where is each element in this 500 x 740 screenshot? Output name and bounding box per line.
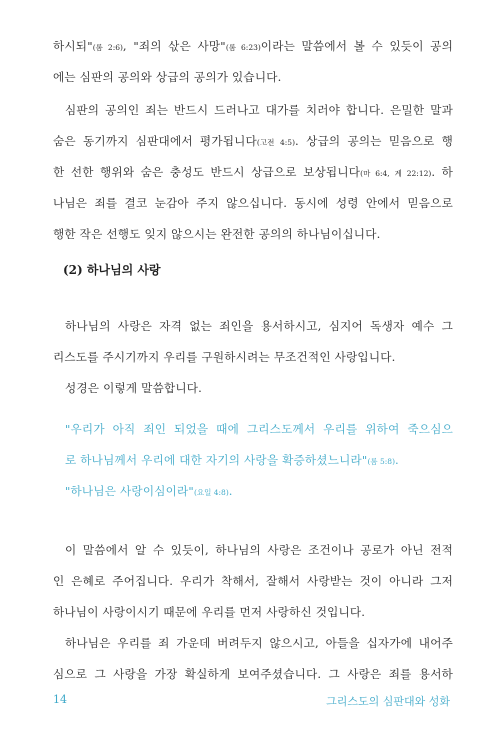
scripture-quote-line: "우리가 아직 죄인 되었을 때에 그리스도께서 우리를 위하여 죽으심으 (65, 422, 453, 436)
text-line: 인 은혜로 주어집니다. 우리가 착해서, 잘해서 사랑받는 것이 아니라 그저 (53, 574, 453, 588)
text-line: 한 선한 행위와 숨은 충성도 반드시 상급으로 보상됩니다(마 6:4, 계 22:12). 하 (53, 165, 454, 179)
running-title: 그리스도의 심판대와 성화 (326, 695, 450, 708)
section-heading: (2) 하나님의 사랑 (63, 263, 161, 277)
text-line: 심으로 그 사랑을 가장 확실하게 보여주셨습니다. 그 사랑은 죄를 용서하 (53, 667, 453, 681)
scripture-reference: (롬 6:23) (225, 43, 261, 52)
page-number: 14 (53, 693, 67, 706)
text-line: 하나님은 우리를 죄 가운데 버려두지 않으시고, 아들을 십자가에 내어주 (65, 636, 453, 650)
scripture-reference: (요일 4:8) (193, 488, 229, 497)
scripture-reference: (롬 2:6) (92, 43, 123, 52)
text-line: 에는 심판의 공의와 상급의 공의가 있습니다. (53, 70, 282, 84)
text-line: 성경은 이렇게 말씀합니다. (65, 381, 203, 395)
text-line: 하나님의 사랑은 자격 없는 죄인을 용서하시고, 심지어 독생자 예수 그 (65, 319, 453, 333)
scripture-reference: (마 6:4, 계 22:12) (360, 169, 432, 178)
text-line: 리스도를 주시기까지 우리를 구원하시려는 무조건적인 사랑입니다. (53, 350, 396, 364)
text-line: 심판의 공의인 죄는 반드시 드러나고 대가를 치러야 합니다. 은밀한 말과 (65, 103, 453, 117)
scripture-quote-line: 로 하나님께서 우리에 대한 자기의 사랑을 확증하셨느니라"(롬 5:8). (65, 453, 399, 467)
text-line: 행한 작은 선행도 잊지 않으시는 완전한 공의의 하나님이십니다. (53, 227, 381, 241)
text-line: 숨은 동기까지 심판대에서 평가됩니다(고전 4:5). 상급의 공의는 믿음으로 행 (53, 134, 453, 148)
scripture-quote-line: "하나님은 사랑이심이라"(요일 4:8). (65, 484, 233, 498)
text-line: 이 말씀에서 알 수 있듯이, 하나님의 사랑은 조건이나 공로가 아닌 전적 (65, 543, 453, 557)
scripture-reference: (고전 4:5) (256, 138, 296, 147)
text-line: 하나님이 사랑이시기 때문에 우리를 먼저 사랑하신 것입니다. (53, 605, 366, 619)
text-line: 나님은 죄를 결코 눈감아 주지 않으십니다. 동시에 성령 안에서 믿음으로 (53, 196, 453, 210)
scripture-reference: (롬 5:8) (367, 457, 395, 466)
text-line: 하시되"(롬 2:6), "죄의 삯은 사망"(롬 6:23)이라는 말씀에서 볼 수 있듯이 공의 (53, 39, 453, 53)
